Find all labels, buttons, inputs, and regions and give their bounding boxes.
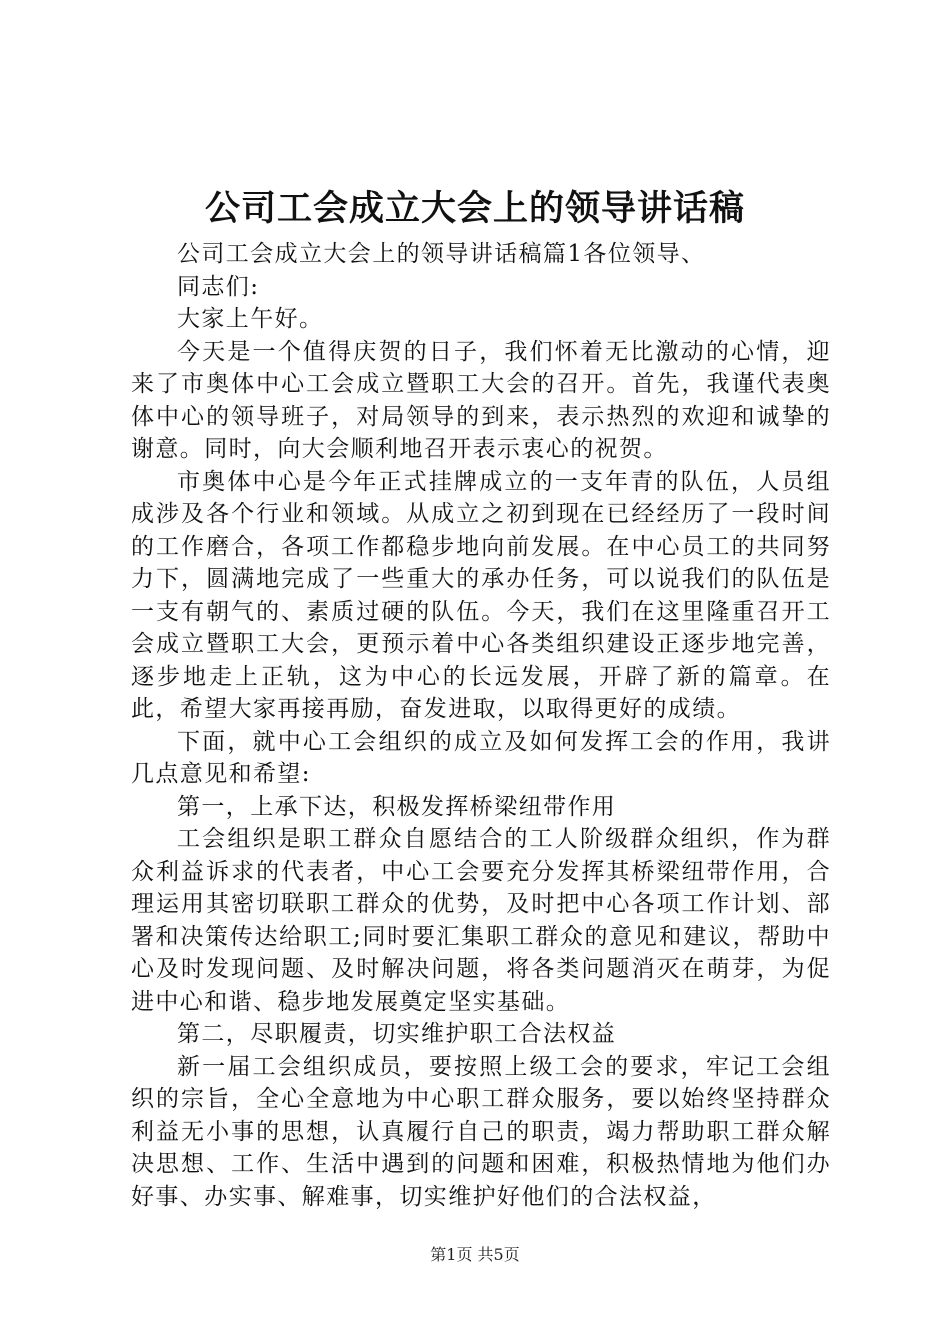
document-body xyxy=(131,238,831,1213)
paragraph-8: 新一届工会组织成员，要按照上级工会的要求，牢记工会组织的宗旨，全心全意地为中心职工群众服务，要以始终坚持群众利益无小事的思想，认真履行自己的职责，竭力帮助职工群众解决思想、工作、生活中遇到的问题和困难，积极热情地为他们办好事、办实事、解难事，切实维护好他们的合法权益， xyxy=(131,1053,831,1210)
paragraph-4: 今天是一个值得庆贺的日子，我们怀着无比激动的心情，迎来了市奥体中心工会成立暨职工大会的召开。首先，我谨代表奥体中心的领导班子，对局领导的到来，表示热烈的欢迎和诚挚的谢意。同时，向大会顺利地召开表示衷心的祝贺。 xyxy=(131,338,831,462)
page-footer: 第1页 共5页 xyxy=(430,1245,520,1264)
paragraph-2: 同志们: xyxy=(177,273,260,300)
section-heading-1: 第一，上承下达，积极发挥桥梁纽带作用 xyxy=(177,793,617,820)
paragraph-1: 公司工会成立大会上的领导讲话稿篇1各位领导、 xyxy=(177,241,706,267)
section-heading-2: 第二，尽职履责，切实维护职工合法权益 xyxy=(177,1021,617,1047)
paragraph-3: 大家上午好。 xyxy=(177,306,324,332)
paragraph-6: 下面，就中心工会组织的成立及如何发挥工会的作用，我讲几点意见和希望: xyxy=(131,728,831,787)
paragraph-5: 市奥体中心是今年正式挂牌成立的一支年青的队伍，人员组成涉及各个行业和领域。从成立之初到现在已经经历了一段时间的工作磨合，各项工作都稳步地向前发展。在中心员工的共同努力下，圆满地完成了一些重大的承办任务，可以说我们的队伍是一支有朝气的、素质过硬的队伍。今天，我们在这里隆重召开工会成立暨职工大会，更预示着中心各类组织建设正逐步地完善，逐步地走上正轨，这为中心的长远发展，开辟了新的篇章。在此，希望大家再接再励，奋发进取，以取得更好的成绩。 xyxy=(131,468,831,722)
paragraph-7: 工会组织是职工群众自愿结合的工人阶级群众组织，作为群众利益诉求的代表者，中心工会要充分发挥其桥梁纽带作用，合理运用其密切联职工群众的优势，及时把中心各项工作计划、部署和决策传达给职工;同时要汇集职工群众的意见和建议，帮助中心及时发现问题、及时解决问题，将各类问题消灭在萌芽，为促进中心和谐、稳步地发展奠定坚实基础。 xyxy=(131,826,831,1015)
document-title: 公司工会成立大会上的领导讲话稿 xyxy=(204,188,745,229)
